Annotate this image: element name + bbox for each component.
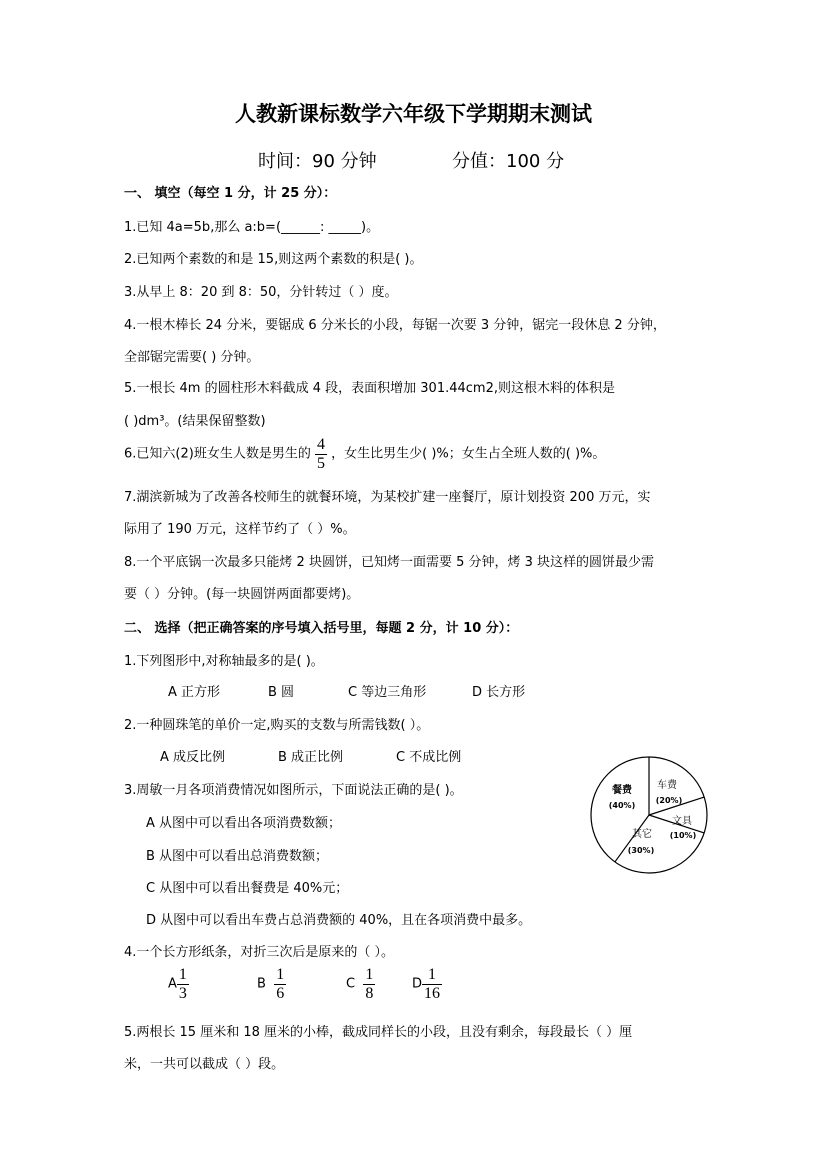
question-1-5-line2: ( )dm³。(结果保留整数) [124,414,266,429]
question-2-2-option-b: B 成正比例 [278,750,344,765]
question-2-4-option-b [257,966,286,1002]
pie-value-label-0: (40%) [608,801,636,810]
question-2-4-option-c [346,966,375,1002]
question-2-1-option-c: C 等边三角形 [348,685,427,700]
section2-heading: 二、 选择（把正确答案的序号填入括号里，每题 2 分，计 10 分）： [124,621,519,636]
pie-value-label-3: (30%) [627,846,655,855]
page-title: 人教新课标数学六年级下学期期末测试 [235,102,592,126]
question-1-4-line1: 4.一根木棒长 24 分米，要锯成 6 分米长的小段，每锯一次要 3 分钟，锯完一段休息 2 分钟， [124,318,666,333]
question-1-6-prefix: 6.已知六(2)班女生人数是男生的 [124,446,311,462]
question-1-7-line1: 7.湖滨新城为了改善各校师生的就餐环境，为某校扩建一座餐厅，原计划投资 200 万元，实 [124,490,651,505]
question-2-3-option-c: C 从图中可以看出餐费是 40%元； [146,881,349,896]
question-1-6 [124,436,605,472]
question-1-8-line2: 要（ ）分钟。(每一块圆饼两面都要烤)。 [124,587,360,602]
fraction-denominator: 8 [365,984,374,1002]
time-label: 时间：90 分钟 [258,151,377,172]
question-2-1-option-a: A 正方形 [168,685,221,700]
question-1-8-line1: 8.一个平底锅一次最多只能烤 2 块圆饼，已知烤一面需要 5 分钟，烤 3 块这样的圆饼最少需 [124,555,655,570]
fraction-numerator: 4 [316,436,325,453]
option-letter: A [168,976,177,992]
option-letter: D [412,976,423,992]
question-2-2-option-a: A 成反比例 [160,750,226,765]
question-1-4-line2: 全部锯完需要( ) 分钟。 [124,350,260,365]
section1-heading: 一、 填空（每空 1 分，计 25 分）： [124,186,337,201]
question-1-3: 3.从早上 8：20 到 8：50，分针转过（ ）度。 [124,285,398,300]
question-2-1-option-b: B 圆 [268,685,295,700]
pie-value-label-1: (20%) [655,796,683,805]
fraction-denominator: 5 [316,454,325,472]
option-letter: C [346,976,356,992]
fraction-denominator: 16 [424,984,441,1002]
question-1-6-suffix: ，女生比男生少( )%；女生占全班人数的( )%。 [331,446,606,462]
fraction-four-fifths [315,436,327,472]
question-2-2-option-c: C 不成比例 [396,750,462,765]
fraction-numerator: 1 [365,966,374,983]
question-2-4-option-a [168,966,189,1002]
fraction-numerator: 1 [428,966,437,983]
question-2-3-option-d: D 从图中可以看出车费占总消费额的 40%，且在各项消费中最多。 [146,913,532,928]
question-1-1: 1.已知 4a=5b,那么 a:b=(______: _____)。 [124,220,380,235]
question-2-5-line1: 5.两根长 15 厘米和 18 厘米的小棒，截成同样长的小段，且没有剩余，每段最长（ ）厘 [124,1025,633,1040]
question-1-2: 2.已知两个素数的和是 15,则这两个素数的积是( )。 [124,252,423,267]
pie-label-0: 餐费 [612,785,632,796]
fraction-option-d [422,966,442,1002]
question-1-5-line1: 5.一根长 4m 的圆柱形木料截成 4 段，表面积增加 301.44cm2,则这根木料的体积是 [124,381,615,396]
fraction-denominator: 6 [276,984,285,1002]
question-2-2: 2.一种圆珠笔的单价一定,购买的支数与所需钱数( ）。 [124,718,430,733]
fraction-numerator: 1 [276,966,285,983]
question-1-7-line2: 际用了 190 万元，这样节约了（ ）%。 [124,522,356,537]
pie-label-2: 文具 [672,816,692,827]
question-2-3-option-a: A 从图中可以看出各项消费数额； [146,816,342,831]
fraction-numerator: 1 [178,966,187,983]
fraction-denominator: 3 [178,984,187,1002]
question-2-4-option-d [412,966,442,1002]
question-2-5-line2: 米，一共可以截成（ ）段。 [124,1057,285,1072]
pie-label-3: 其它 [632,829,652,840]
score-label: 分值：100 分 [452,151,565,172]
consumption-pie-chart [588,754,710,876]
question-2-4: 4.一个长方形纸条，对折三次后是原来的（ ）。 [124,945,395,960]
fraction-option-a [177,966,189,1002]
fraction-option-b [274,966,286,1002]
question-2-3-option-b: B 从图中可以看出总消费数额； [146,849,329,864]
question-2-1: 1.下列图形中,对称轴最多的是( )。 [124,654,324,669]
question-2-1-option-d: D 长方形 [472,685,526,700]
pie-value-label-2: (10%) [669,831,697,840]
fraction-option-c [363,966,375,1002]
option-letter: B [257,976,266,992]
question-2-3: 3.周敏一月各项消费情况如图所示，下面说法正确的是( )。 [124,783,463,798]
pie-label-1: 车费 [657,780,677,791]
